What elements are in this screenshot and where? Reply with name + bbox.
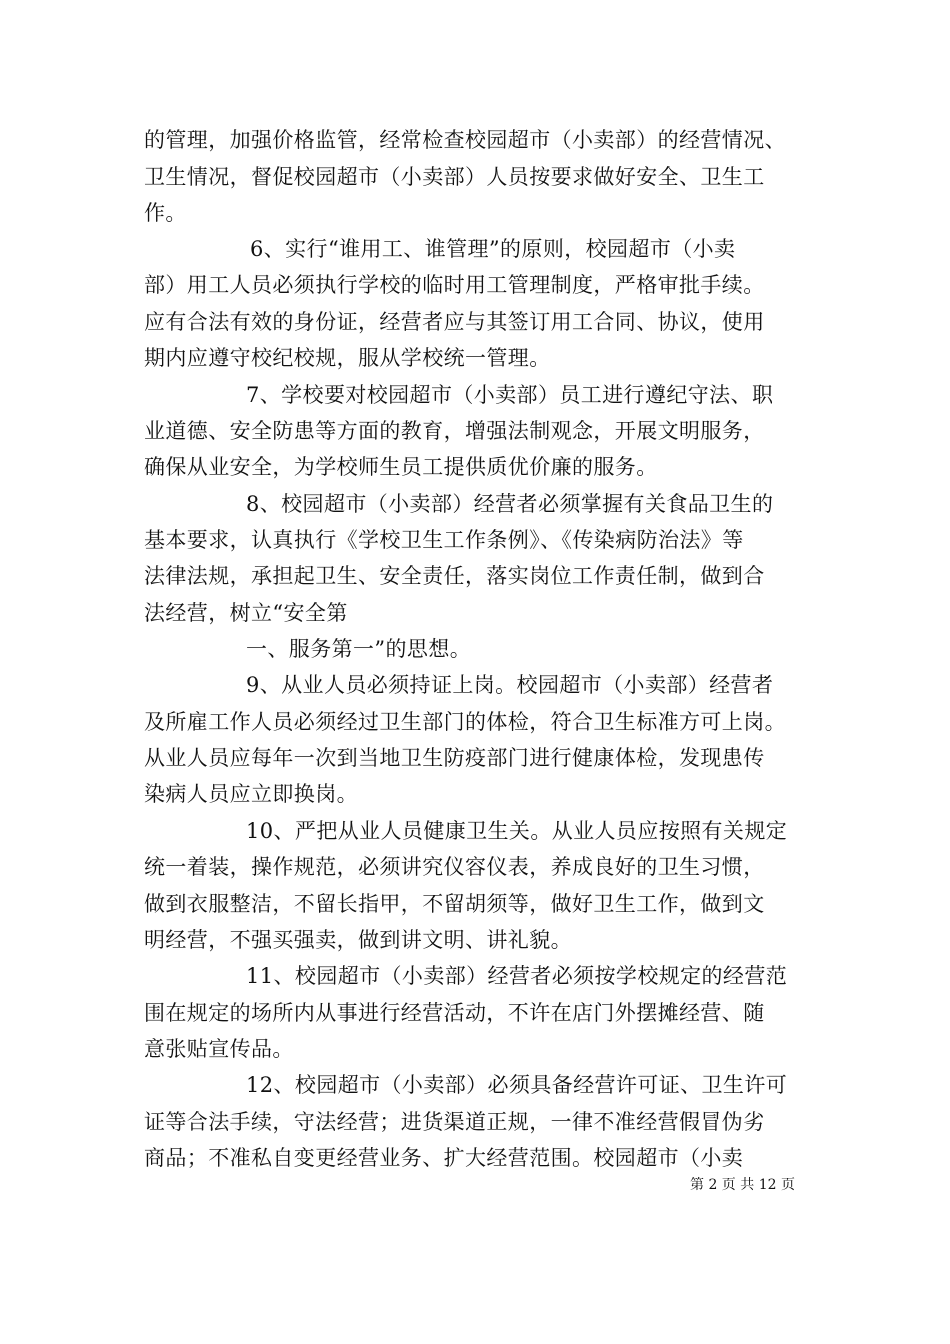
text-line: 的管理，加强价格监管，经常检查校园超市（小卖部）的经营情况、 (144, 128, 786, 152)
text-line: 及所雇工作人员必须经过卫生部门的体检，符合卫生标准方可上岗。 (144, 710, 786, 734)
text-line: 期内应遵守校纪校规，服从学校统一管理。 (144, 346, 551, 370)
text-line: 8、校园超市（小卖部）经营者必须掌握有关食品卫生的 (246, 492, 774, 516)
text-line: 商品；不准私自变更经营业务、扩大经营范围。校园超市（小卖 (144, 1146, 744, 1170)
text-line: 法律法规，承担起卫生、安全责任，落实岗位工作责任制，做到合 (144, 564, 765, 588)
text-line: 9、从业人员必须持证上岗。校园超市（小卖部）经营者 (246, 673, 774, 697)
text-line: 从业人员应每年一次到当地卫生防疫部门进行健康体检，发现患传 (144, 746, 765, 770)
text-line: 明经营，不强买强卖，做到讲文明、讲礼貌。 (144, 928, 572, 952)
text-line: 业道德、安全防患等方面的教育，增强法制观念，开展文明服务， (144, 419, 765, 443)
text-line: 基本要求，认真执行《学校卫生工作条例》、《传染病防治法》等 (144, 528, 744, 552)
text-line: 10、严把从业人员健康卫生关。从业人员应按照有关规定 (246, 819, 788, 843)
text-line: 意张贴宣传品。 (144, 1037, 294, 1061)
text-line: 确保从业安全，为学校师生员工提供质优价廉的服务。 (144, 455, 658, 479)
text-line: 围在规定的场所内从事进行经营活动，不许在店门外摆摊经营、随 (144, 1001, 765, 1025)
text-line: 染病人员应立即换岗。 (144, 782, 358, 806)
text-line: 11、校园超市（小卖部）经营者必须按学校规定的经营范 (246, 964, 788, 988)
text-line: 部）用工人员必须执行学校的临时用工管理制度，严格审批手续。 (144, 273, 765, 297)
text-line: 一、服务第一”的思想。 (246, 637, 472, 661)
text-line: 卫生情况，督促校园超市（小卖部）人员按要求做好安全、卫生工 (144, 165, 765, 189)
text-line: 7、学校要对校园超市（小卖部）员工进行遵纪守法、职 (246, 383, 774, 407)
text-line: 做到衣服整洁，不留长指甲，不留胡须等，做好卫生工作，做到文 (144, 892, 765, 916)
text-line: 统一着装，操作规范，必须讲究仪容仪表，养成良好的卫生习惯， (144, 855, 765, 879)
page-number: 第 2 页 共 12 页 (690, 1177, 795, 1193)
text-line: 证等合法手续，守法经营；进货渠道正规，一律不准经营假冒伪劣 (144, 1110, 765, 1134)
text-line: 应有合法有效的身份证，经营者应与其签订用工合同、协议，使用 (144, 310, 765, 334)
text-line: 作。 (144, 201, 187, 225)
text-line: 法经营，树立“安全第 (144, 601, 348, 625)
text-line: 6、实行“谁用工、谁管理”的原则，校园超市（小卖 (250, 237, 736, 261)
text-line: 12、校园超市（小卖部）必须具备经营许可证、卫生许可 (246, 1073, 788, 1097)
